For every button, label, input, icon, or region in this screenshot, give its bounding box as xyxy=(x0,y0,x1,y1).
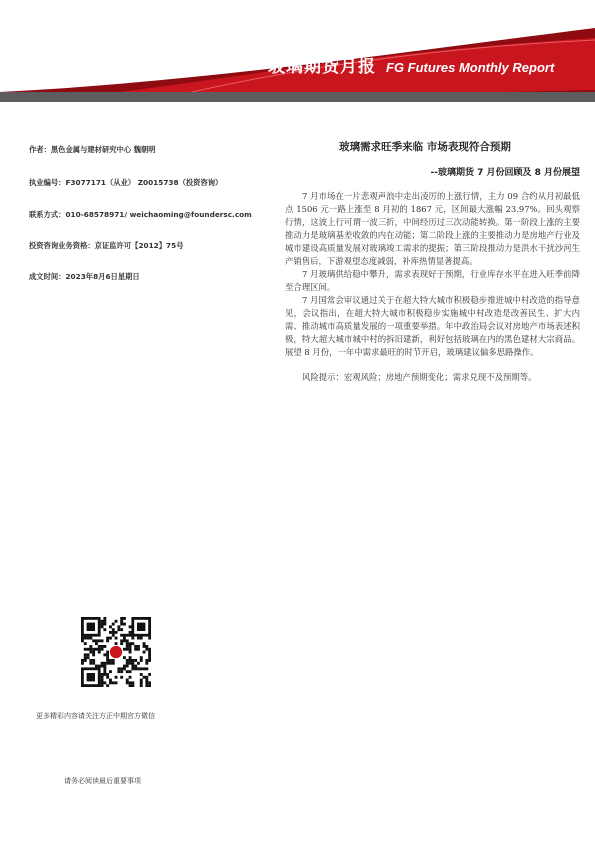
paragraph: 7 月国常会审议通过关于在超大特大城市积极稳步推进城中村改造的指导意见，会议指出，在超大特大城市积极稳步实施城中村改造是改善民生、扩大内需、推动城市高质量发展的一项重要举措。年中政治局会议对房地产市场表述积极，特大超大城市城中村的拆旧建新，利好包括玻璃在内的黑色建材大宗商品。展望 8 月份，一年中需求最旺的时节开启，玻璃建议偏多思路操作。 xyxy=(285,295,580,357)
qr-code-icon[interactable] xyxy=(81,617,151,687)
document-title: 玻璃需求旺季来临 市场表现符合预期 xyxy=(339,141,511,153)
document-body xyxy=(285,190,580,384)
paragraph: 7 月市场在一片悲观声浪中走出凌厉的上涨行情，主力 09 合约从月初最低点 1506 元一路上涨至 8 月初的 1867 元，区间最大涨幅 23.97%。回头观察行情，这波上行可谓一波三折，中间经历过三次动能转换。第一阶段上涨的主要推动力是玻璃基差收敛的内在动能；第二阶段上涨的主要推动力是房地产行业及城市建设高质量发展对玻璃竣工需求的提振；第三阶段推动力是洪水干扰沙河生产销售后，下游观望态度减弱，补库热情显著提高。 xyxy=(285,191,580,266)
paragraph: 7 月玻璃供给稳中攀升，需求表现好于预期，行业库存水平在进入旺季前降至合理区间。 xyxy=(285,269,580,292)
footer-note: 请务必阅读最后重要事项 xyxy=(64,777,141,785)
date-line: 成文时间：2023年8月6日星期日 xyxy=(29,272,140,281)
document-subtitle: --玻璃期货 7 月份回顾及 8 月份展望 xyxy=(430,168,580,178)
banner-title xyxy=(268,52,554,77)
report-banner xyxy=(0,0,595,102)
license-line: 执业编号：F3077171（从业） Z0015738（投资咨询） xyxy=(29,178,223,187)
report-title-cn: 玻璃期货月报 xyxy=(268,57,376,77)
qualification-line: 投资咨询业务资格：京证监许可【2012】75号 xyxy=(29,241,184,250)
qr-caption: 更多精彩内容请关注方正中期官方微信 xyxy=(36,712,155,720)
author-line: 作者：黑色金属与建材研究中心 魏朝明 xyxy=(29,145,156,154)
contact-line: 联系方式：010-68578971/ weichaoming@foundersc.com xyxy=(29,210,252,219)
report-title-en: FG Futures Monthly Report xyxy=(386,60,555,75)
risk-note: 风险提示：宏观风险；房地产预期变化；需求兑现不及预期等。 xyxy=(302,372,537,382)
banner-background xyxy=(0,0,595,102)
